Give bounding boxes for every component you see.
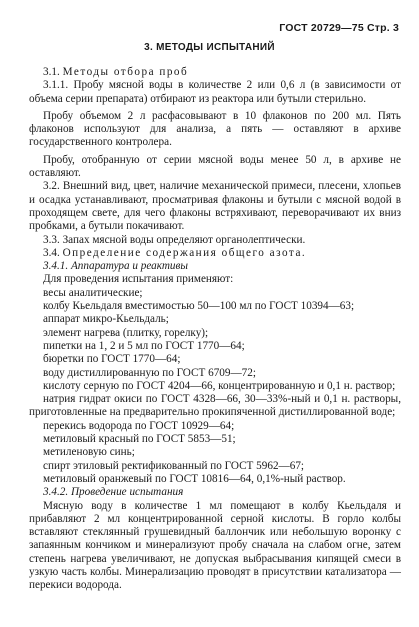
list-item: натрия гидрат окиси по ГОСТ 4328—66, 30—33%-ный и 0,1 н. растворы, приготовленные на предварительно прокипяченной дистиллированной воде;	[29, 393, 401, 419]
subsection-number: 3.4.	[43, 246, 60, 259]
subsection-title: Определение содержания общего азота.	[62, 246, 307, 259]
subsection-heading	[29, 247, 401, 260]
list-item: перекись водорода по ГОСТ 10929—64;	[43, 419, 235, 432]
document-body	[29, 66, 401, 593]
list-item: пипетки на 1, 2 и 5 мл по ГОСТ 1770—64;	[43, 339, 245, 352]
list-item: элемент нагрева (плитку, горелку);	[43, 326, 209, 339]
paragraph: Мясную воду в количестве 1 мл помещают в колбу Кьельдаля и прибавляют 2 мл концентрированной серной кислоты. В горло колбы вставляют стеклянный грушевидный баллончик или небольшую воронку с запаянным кончиком и минерализуют пробу сначала на слабом огне, затем степень нагрева увеличивают, не допуская выбрасывания кипящей смеси в узкую часть колбы. Минерализацию проводят в присутствии катализатора — перекиси водорода.	[29, 499, 401, 592]
paragraph: 3.3. Запах мясной воды определяют органолептически.	[43, 233, 306, 246]
list-item: метиленовую синь;	[43, 446, 135, 459]
list-item: колбу Кьельдаля вместимостью 50—100 мл по ГОСТ 10394—63;	[43, 300, 355, 313]
list-item: метиловый оранжевый по ГОСТ 10816—64, 0,1%-ный раствор.	[43, 472, 346, 485]
list-item: метиловый красный по ГОСТ 5853—51;	[43, 433, 236, 446]
paragraph: 3.2. Внешний вид, цвет, наличие механической примеси, плесени, хлопьев и осадка устанавливают, просматривая флаконы и бутыли с мясной водой в проходящем свете, для чего флаконы встряхивают, переворачивают их вниз пробками, а бутыли покачивают.	[29, 180, 401, 233]
page-header: ГОСТ 20729—75 Стр. 3	[279, 22, 399, 34]
list-item: бюретки по ГОСТ 1770—64;	[43, 353, 181, 366]
subsubsection-heading: 3.4.1. Аппаратура и реактивы	[43, 260, 188, 273]
paragraph: 3.1.1. Пробу мясной воды в количестве 2 или 0,6 л (в зависимости от объема серии препарата) отбирают из реактора или бутыли стерильно.	[29, 79, 401, 105]
list-item: аппарат микро-Кьельдаль;	[43, 313, 169, 326]
paragraph: Пробу, отобранную от серии мясной воды менее 50 л, в архиве не оставляют.	[29, 153, 401, 180]
subsection-heading	[29, 66, 401, 79]
paragraph: Для проведения испытания применяют:	[43, 273, 234, 286]
section-title: 3. МЕТОДЫ ИСПЫТАНИЙ	[144, 42, 275, 53]
list-item: спирт этиловый ректификованный по ГОСТ 5962—67;	[43, 459, 305, 472]
subsubsection-heading: 3.4.2. Проведение испытания	[43, 486, 184, 499]
paragraph: Пробу объемом 2 л расфасовывают в 10 флаконов по 200 мл. Пять флаконов используют для анализа, а пять — оставляют в архиве государственного контролера.	[29, 109, 401, 149]
subsection-title: Методы отбора проб	[62, 66, 189, 78]
subsection-number: 3.1.	[43, 66, 60, 78]
list-item: весы аналитические;	[43, 286, 143, 299]
list-item: воду дистиллированную по ГОСТ 6709—72;	[43, 366, 256, 379]
list-item: кислоту серную по ГОСТ 4204—66, концентрированную и 0,1 н. раствор;	[43, 379, 396, 392]
